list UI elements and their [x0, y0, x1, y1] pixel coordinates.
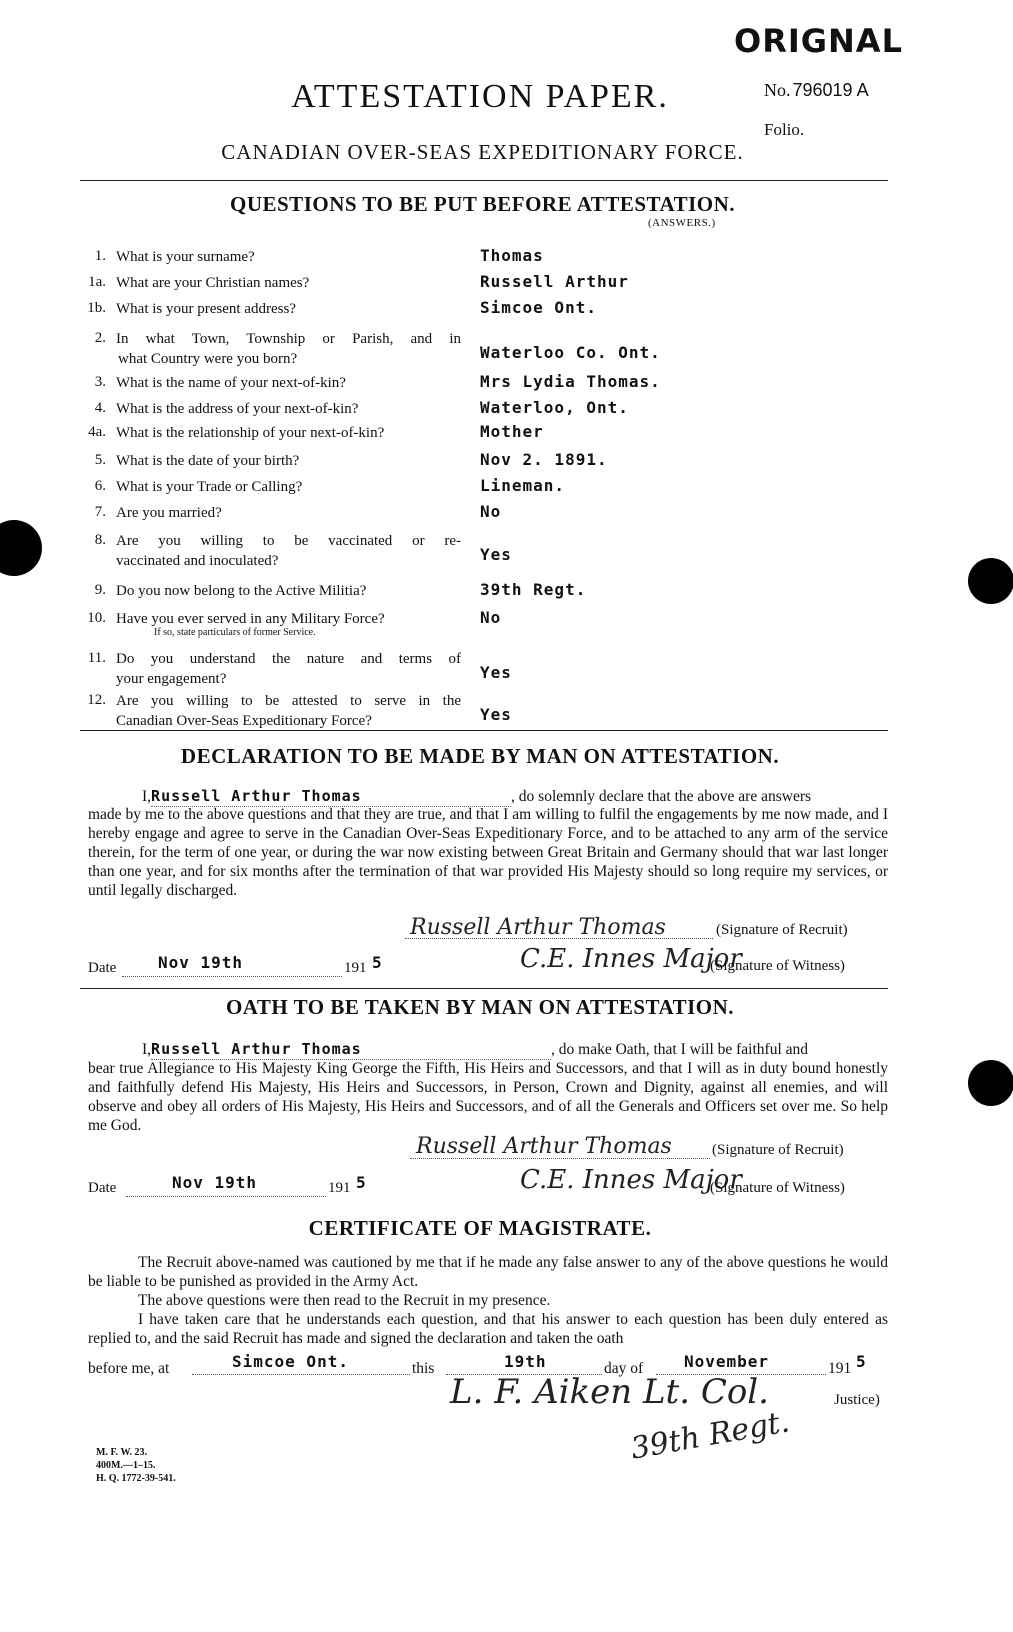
declaration-date-label: Date	[88, 960, 117, 976]
certificate-year-prefix: 191	[828, 1360, 852, 1377]
question-text: Are you willing to be vaccinated or re-	[116, 533, 461, 549]
document-title: ATTESTATION PAPER.	[291, 78, 669, 115]
oath-heading: OATH TO BE TAKEN BY MAN ON ATTESTATION.	[225, 995, 735, 1019]
question-text-continued: vaccinated and inoculated?	[116, 553, 279, 569]
certificate-before-label: before me, at	[88, 1360, 170, 1377]
declaration-date-row	[88, 960, 116, 977]
declaration-witness-signature: C.E. Innes Major	[520, 944, 742, 974]
oath-date-line	[126, 1196, 326, 1197]
oath-date-value: Nov 19th	[172, 1173, 258, 1192]
question-number: 5.	[94, 452, 106, 468]
declaration-line1	[142, 787, 890, 807]
question-number: 8.	[94, 532, 106, 548]
declaration-heading: DECLARATION TO BE MADE BY MAN ON ATTESTATION.	[180, 744, 780, 768]
answer-value: Mother	[480, 422, 544, 441]
certificate-p3: I have taken care that he understands each question, and that his answer to each question has been duly entered as replied to, and the said Recruit has made and signed the declaration and taken the oath	[88, 1311, 888, 1347]
answer-value: Mrs Lydia Thomas.	[480, 372, 661, 391]
certificate-place-line	[192, 1374, 410, 1375]
declaration-recruit-sig-line	[405, 938, 713, 939]
declaration-prefix: I,	[142, 788, 152, 805]
question-text: What is the address of your next-of-kin?	[116, 401, 359, 417]
question-text: What is the name of your next-of-kin?	[116, 375, 346, 391]
form-footer	[96, 1446, 176, 1485]
oath-recruit-sig-line	[410, 1158, 710, 1159]
question-number: 3.	[94, 374, 106, 390]
justice-label: Justice)	[834, 1392, 880, 1408]
certificate-heading: CERTIFICATE OF MAGISTRATE.	[308, 1216, 652, 1240]
question-text-continued: your engagement?	[116, 671, 227, 687]
question-number: 10.	[87, 610, 106, 626]
declaration-line1-rest: , do solemnly declare that the above are answers	[511, 788, 812, 805]
answer-value: Waterloo, Ont.	[480, 398, 629, 417]
question-number: 1b.	[87, 300, 106, 316]
declaration-date-line	[122, 976, 342, 977]
question-number: 12.	[87, 692, 106, 708]
certificate-p2: The above questions were then read to the Recruit in my presence.	[138, 1292, 551, 1309]
folio-label: Folio.	[764, 120, 805, 139]
answer-value: Thomas	[480, 246, 544, 265]
answer-value: Yes	[480, 663, 512, 682]
justice-regiment: 39th Regt.	[628, 1404, 793, 1467]
oath-witness-sig-label: (Signature of Witness)	[710, 1180, 845, 1196]
question-number: 1a.	[88, 274, 106, 290]
questions-divider	[80, 730, 888, 731]
oath-prefix: I,	[142, 1041, 152, 1058]
question-number: 11.	[87, 650, 106, 666]
document-subtitle: CANADIAN OVER-SEAS EXPEDITIONARY FORCE.	[221, 140, 744, 164]
declaration-witness-sig-label: (Signature of Witness)	[710, 958, 845, 974]
oath-line1	[142, 1040, 890, 1060]
certificate-p1: The Recruit above-named was cautioned by me that if he made any false answer to any of the above questions he would be liable to be punished as provided in the Army Act.	[88, 1254, 888, 1290]
oath-body: bear true Allegiance to His Majesty King George the Fifth, His Heirs and Successors, and that I will as in duty bound honestly and faithfully defend His Majesty, His Heirs and Successors, in Person, Crown and Dignity, against all enemies, and will observe and obey all orders of His Majesty, His Heirs and Successors, and of all the Generals and Officers set over me. So help me God.	[88, 1060, 888, 1134]
answer-value: Lineman.	[480, 476, 566, 495]
answer-value: Simcoe Ont.	[480, 298, 597, 317]
question-text: Are you willing to be attested to serve in the	[116, 693, 461, 709]
question-number: 9.	[94, 582, 106, 598]
punch-hole-right-top	[968, 558, 1013, 604]
question-text: What is the relationship of your next-of-kin?	[116, 425, 385, 441]
oath-recruit-signature: Russell Arthur Thomas	[416, 1134, 672, 1159]
declaration-date-value: Nov 19th	[158, 953, 244, 972]
answer-value: No	[480, 608, 502, 627]
declaration-year-suffix: 5	[372, 953, 383, 972]
answer-value: Waterloo Co. Ont.	[480, 343, 661, 362]
declaration-divider	[80, 988, 888, 989]
question-text: What is your Trade or Calling?	[116, 479, 303, 495]
question-text-continued: Canadian Over-Seas Expeditionary Force?	[116, 713, 372, 729]
question-text: Have you ever served in any Military Force?	[116, 611, 385, 627]
question-number: 1.	[94, 248, 106, 264]
question-text: What is your present address?	[116, 301, 296, 317]
declaration-recruit-sig-label: (Signature of Recruit)	[716, 922, 848, 938]
oath-recruit-name: Russell Arthur Thomas	[151, 1040, 551, 1060]
question-text: What is your surname?	[116, 249, 255, 265]
question-text: What is the date of your birth?	[116, 453, 300, 469]
declaration-recruit-name: Russell Arthur Thomas	[151, 787, 511, 807]
answer-value: No	[480, 502, 502, 521]
question-text: Do you now belong to the Active Militia?	[116, 583, 367, 599]
original-stamp: ORIGNAL	[734, 22, 903, 60]
question-note: If so, state particulars of former Service.	[154, 627, 316, 638]
questions-heading: QUESTIONS TO BE PUT BEFORE ATTESTATION.	[230, 192, 735, 216]
declaration-year-prefix: 191	[344, 960, 367, 976]
certificate-day-of-label: day of	[604, 1360, 644, 1377]
header-divider	[80, 180, 888, 181]
oath-line1-rest: , do make Oath, that I will be faithful and	[551, 1041, 809, 1058]
footer-line2: 400M.—1–15.	[96, 1460, 156, 1471]
question-text: What are your Christian names?	[116, 275, 310, 291]
declaration-recruit-signature: Russell Arthur Thomas	[410, 915, 666, 940]
oath-recruit-sig-label: (Signature of Recruit)	[712, 1142, 844, 1158]
oath-year-prefix: 191	[328, 1180, 351, 1196]
certificate-year-suffix: 5	[856, 1352, 867, 1371]
oath-date-label: Date	[88, 1180, 117, 1196]
answer-value: Yes	[480, 545, 512, 564]
number-value: 796019 A	[792, 80, 869, 100]
question-number: 4.	[94, 400, 106, 416]
question-number: 4a.	[88, 424, 106, 440]
punch-hole-left	[0, 520, 42, 576]
question-number: 6.	[94, 478, 106, 494]
oath-year-suffix: 5	[356, 1173, 367, 1192]
answer-value: Yes	[480, 705, 512, 724]
certificate-this-label: this	[412, 1360, 435, 1377]
answer-value: Nov 2. 1891.	[480, 450, 608, 469]
number-label: No.	[764, 80, 791, 100]
question-number: 2.	[94, 330, 106, 346]
question-text: Do you understand the nature and terms of	[116, 651, 461, 667]
footer-line1: M. F. W. 23.	[96, 1447, 148, 1458]
certificate-day: 19th	[504, 1352, 547, 1371]
answer-value: 39th Regt.	[480, 580, 587, 599]
certificate-place: Simcoe Ont.	[232, 1352, 349, 1371]
answers-label: (ANSWERS.)	[648, 217, 716, 229]
question-text: Are you married?	[116, 505, 222, 521]
punch-hole-right-bottom	[968, 1060, 1013, 1106]
question-text-continued: what Country were you born?	[118, 351, 298, 367]
certificate-month: November	[684, 1352, 770, 1371]
question-text: In what Town, Township or Parish, and in	[116, 331, 461, 347]
declaration-body: made by me to the above questions and that they are true, and that I am willing to fulfil the engagements by me now made, and I hereby engage and agree to serve in the Canadian Over-Seas Expeditionary Force, and to be attached to any arm of the service therein, for the term of one year, or during the war now existing between Great Britain and Germany should that war last longer than one year, and for six months after the termination of that war provided His Majesty should so long require my services, or until legally discharged.	[88, 806, 888, 899]
answer-value: Russell Arthur	[480, 272, 629, 291]
question-number: 7.	[94, 504, 106, 520]
footer-line3: H. Q. 1772-39-541.	[96, 1473, 176, 1484]
justice-signature: L. F. Aiken Lt. Col.	[450, 1372, 769, 1412]
oath-witness-signature: C.E. Innes Major	[520, 1165, 742, 1195]
